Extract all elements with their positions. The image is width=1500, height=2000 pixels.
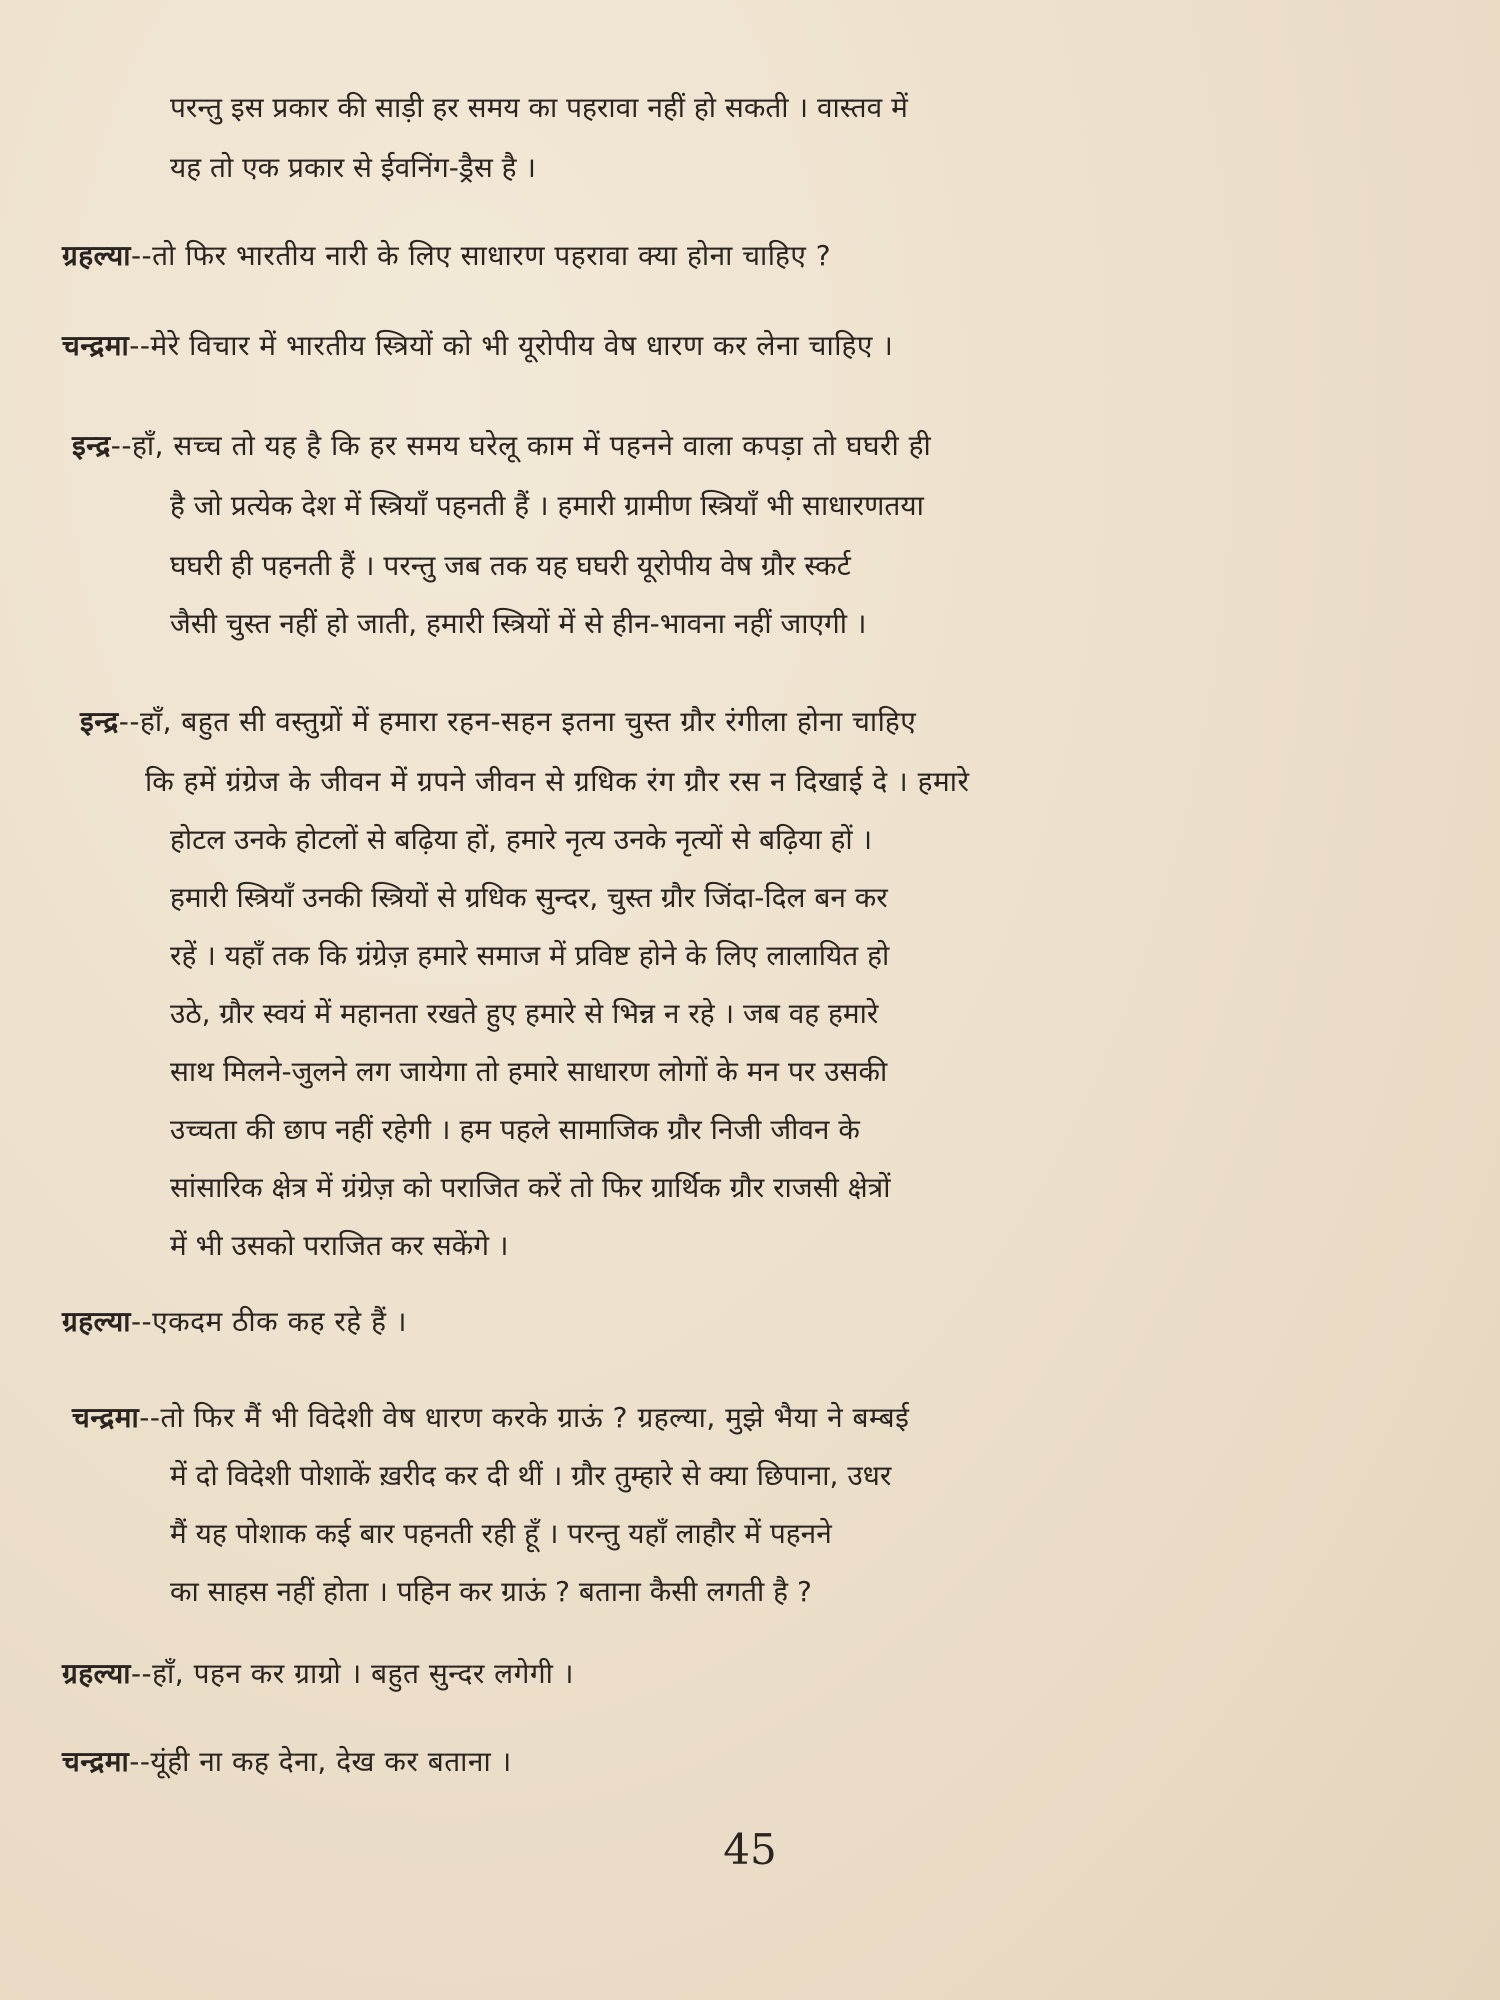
line-text: --तो फिर मैं भी विदेशी वेष धारण करके ग्राऊं ? ग्रहल्या, मुझे भैया ने बम्बई <box>139 1401 910 1434</box>
speaker-name: ग्रहल्या <box>62 1657 131 1690</box>
line-text: मैं यह पोशाक कई बार पहनती रही हूँ । परन्तु यहाँ लाहौर में पहनने <box>170 1517 832 1550</box>
text-line <box>170 994 878 1032</box>
line-text: घघरी ही पहनती हैं । परन्तु जब तक यह घघरी यूरोपीय वेष ग्रौर स्कर्ट <box>170 549 851 582</box>
speaker-name: चन्द्रमा <box>62 329 130 362</box>
line-text: परन्तु इस प्रकार की साड़ी हर समय का पहरावा नहीं हो सकती । वास्तव में <box>170 91 908 124</box>
line-text: है जो प्रत्येक देश में स्त्रियाँ पहनती हैं । हमारी ग्रामीण स्त्रियाँ भी साधारणतया <box>170 489 924 522</box>
speaker-name: चन्द्रमा <box>72 1401 140 1434</box>
line-text: रहें । यहाँ तक कि ग्रंग्रेज़ हमारे समाज में प्रविष्ट होने के लिए लालायित हो <box>170 939 890 972</box>
line-text: उच्चता की छाप नहीं रहेगी । हम पहले सामाजिक ग्रौर निजी जीवन के <box>170 1113 860 1146</box>
dialogue-line <box>62 236 831 274</box>
line-text: --मेरे विचार में भारतीय स्त्रियों को भी यूरोपीय वेष धारण कर लेना चाहिए । <box>129 329 894 362</box>
text-line <box>170 1572 812 1610</box>
line-text: --हाँ, पहन कर ग्राग्रो । बहुत सुन्दर लगेगी । <box>130 1657 574 1690</box>
speaker-name: ग्रहल्या <box>62 239 131 272</box>
line-text: होटल उनके होटलों से बढ़िया हों, हमारे नृत्य उनके नृत्यों से बढ़िया हों । <box>170 823 873 856</box>
text-line <box>170 1052 887 1090</box>
text-line <box>145 762 969 800</box>
line-text: --हाँ, सच्च तो यह है कि हर समय घरेलू काम में पहनने वाला कपड़ा तो घघरी ही <box>110 429 932 462</box>
text-line <box>170 820 872 858</box>
line-text: --हाँ, बहुत सी वस्तुग्रों में हमारा रहन-सहन इतना चुस्त ग्रौर रंगीला होना चाहिए <box>118 705 917 738</box>
text-line <box>170 546 851 584</box>
text-line <box>170 1514 832 1552</box>
line-text: कि हमें ग्रंग्रेज के जीवन में ग्रपने जीवन से ग्रधिक रंग ग्रौर रस न दिखाई दे । हमारे <box>145 765 970 798</box>
line-text: जैसी चुस्त नहीं हो जाती, हमारी स्त्रियों में से हीन-भावना नहीं जाएगी । <box>170 607 867 640</box>
text-line <box>170 1226 508 1264</box>
text-line <box>170 1110 860 1148</box>
line-text: में भी उसको पराजित कर सकेंगे । <box>170 1229 509 1262</box>
line-text: हमारी स्त्रियाँ उनकी स्त्रियों से ग्रधिक सुन्दर, चुस्त ग्रौर जिंदा-दिल बन कर <box>170 881 888 914</box>
line-text: साथ मिलने-जुलने लग जायेगा तो हमारे साधारण लोगों के मन पर उसकी <box>170 1055 888 1088</box>
text-line <box>170 88 908 126</box>
text-line <box>170 1456 891 1494</box>
dialogue-line <box>62 1742 512 1780</box>
speaker-name: इन्द्र <box>72 429 111 462</box>
line-text: --एकदम ठीक कह रहे हैं । <box>130 1305 407 1338</box>
page-number: 45 <box>723 1825 777 1874</box>
line-text: --यूंही ना कह देना, देख कर बताना । <box>129 1745 512 1778</box>
dialogue-line <box>72 426 931 464</box>
text-line <box>170 148 536 186</box>
speaker-name: ग्रहल्या <box>62 1305 131 1338</box>
line-text: यह तो एक प्रकार से ईवनिंग-ड्रैस है । <box>170 151 537 184</box>
dialogue-line <box>62 1302 407 1340</box>
text-line <box>170 486 924 524</box>
text-line <box>170 1168 890 1206</box>
text-line <box>170 936 889 974</box>
dialogue-line <box>62 326 893 364</box>
text-line <box>170 604 867 642</box>
dialogue-line <box>80 702 916 740</box>
line-text: सांसारिक क्षेत्र में ग्रंग्रेज़ को पराजित करें तो फिर ग्रार्थिक ग्रौर राजसी क्षेत्रों <box>170 1171 891 1204</box>
line-text: उठे, ग्रौर स्वयं में महानता रखते हुए हमारे से भिन्न न रहे । जब वह हमारे <box>170 997 879 1030</box>
line-text: --तो फिर भारतीय नारी के लिए साधारण पहरावा क्या होना चाहिए ? <box>130 239 832 272</box>
dialogue-line <box>62 1654 574 1692</box>
speaker-name: चन्द्रमा <box>62 1745 130 1778</box>
dialogue-line <box>72 1398 909 1436</box>
line-text: का साहस नहीं होता । पहिन कर ग्राऊं ? बताना कैसी लगती है ? <box>170 1575 812 1608</box>
line-text: में दो विदेशी पोशाकें ख़रीद कर दी थीं । ग्रौर तुम्हारे से क्या छिपाना, उधर <box>170 1459 892 1492</box>
text-line <box>170 878 888 916</box>
speaker-name: इन्द्र <box>80 705 119 738</box>
